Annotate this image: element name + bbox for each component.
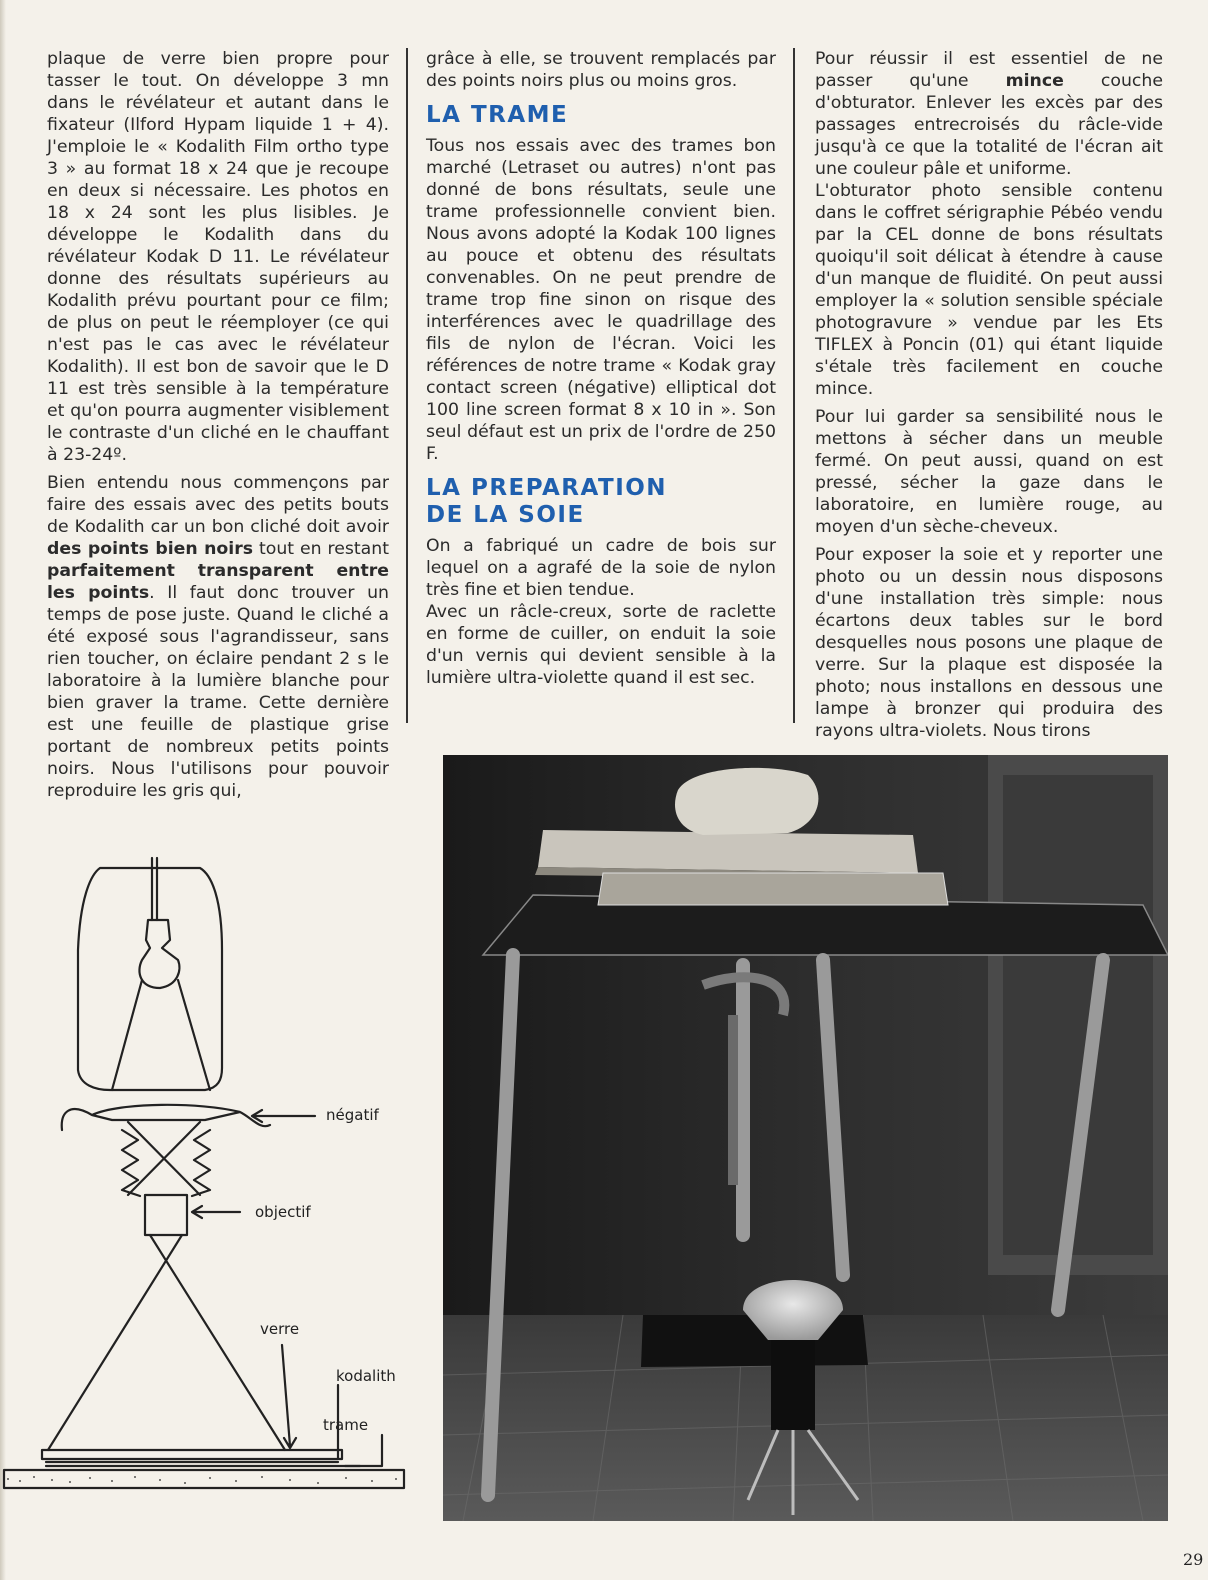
label-kodalith: kodalith <box>336 1367 396 1385</box>
glass-plate <box>42 1450 342 1459</box>
negative-carrier <box>62 1105 270 1130</box>
paragraph: plaque de verre bien propre pour tasser le tout. On développe 3 mn dans le révélateur et autant dans le fixateur (Ilford Hypam liquide 1 + 4). J'emploie le « Kodalith Film ortho type 3 » au format 18 x 24 que je recoupe en deux si nécessaire. Les photos en 18 x 24 sont les plus lisibles. Je développe le Kodalith dans du révélateur Kodak D 11. Le révélateur donne des résultats supérieurs au Kodalith prévu pourtant pour ce film; de plus on peut le réemployer (ce qui n'est pas le cas avec le révélateur Kodalith). Il est bon de savoir que le D 11 est très sensible à la température et qu'on pourra augmenter visiblement le contraste d'un cliché en le chauffant à 23-24º. <box>47 49 389 465</box>
text-column-1 <box>47 48 389 802</box>
paragraph: Bien entendu nous commençons par faire des essais avec des petits bouts de Kodalith car un bon cliché doit avoir des points bien noirs tout en restant parfaitement transparent entre les points. Il faut donc trouver un temps de pose juste. Quand le cliché a été exposé sous l'agrandisseur, sans rien toucher, on éclaire pendant 2 s le laboratoire à la lumière blanche pour bien graver la trame. Cette dernière est une feuille de plastique grise portant de nombreux petits points noirs. Nous l'utilisons pour pouvoir reproduire les gris qui, <box>47 473 389 801</box>
arrow-verre <box>282 1345 296 1448</box>
paragraph: Tous nos essais avec des trames bon marché (Letraset ou autres) n'ont pas donné de bons résultats, seule une trame professionnelle convient bien. Nous avons adopté la Kodak 100 lignes au pouce et obtenu des résultats convenables. On ne peut prendre de trame trop fine sinon on risque des interférences avec le quadrillage des fils de nylon de l'écran. Voici les références de notre trame « Kodak gray contact screen (négative) elliptical dot 100 line screen format 8 x 10 in ». Son seul défaut est un prix de l'ordre de 250 F. <box>426 136 776 464</box>
arrow-negatif <box>252 1110 315 1122</box>
paragraph: Pour exposer la soie et y reporter une photo ou un dessin nous disposons d'une installation très simple: nous écartons deux tables sur le bord desquelles nous posons une plaque de verre. Sur la plaque est disposée la photo; nous installons en dessous une lampe à bronzer qui produira des rayons ultra-violets. Nous tirons <box>815 545 1163 741</box>
projection-rays <box>48 1235 285 1450</box>
paragraph: Avec un râcle-creux, sorte de raclette en forme de cuiller, on enduit la soie d'un vernis qui devient sensible à la lumière ultra-violette quand il est sec. <box>426 602 776 688</box>
page-number: 29 <box>1183 1550 1204 1569</box>
paragraph: L'obturator photo sensible contenu dans le coffret sérigraphie Pébéo vendu par la CEL donne de bons résultats quoiqu'il soit délicat à étendre à cause d'un manque de fluidité. On peut aussi employer la « solution sensible spéciale photogravure » vendue par les Ets TIFLEX à Poncin (01) qui étant liquide s'étale très facilement en couche mince. <box>815 181 1163 399</box>
text-column-3 <box>815 48 1163 742</box>
label-objectif: objectif <box>255 1203 311 1221</box>
emphasis: des points bien noirs <box>47 539 254 559</box>
bellows <box>192 1130 210 1196</box>
emphasis: parfaitement transparent entre les points <box>47 561 389 603</box>
enlarger-diagram <box>0 840 430 1530</box>
label-trame: trame <box>323 1416 369 1434</box>
arrow-trame <box>345 1435 382 1466</box>
section-heading-preparation: LA PREPARATION DE LA SOIE <box>426 475 668 528</box>
paragraph: grâce à elle, se trouvent remplacés par des points noirs plus ou moins gros. <box>426 49 776 91</box>
label-verre: verre <box>260 1320 300 1338</box>
column-divider <box>406 48 408 723</box>
photo-exposure-setup <box>443 755 1168 1521</box>
label-negatif: négatif <box>326 1106 379 1124</box>
paragraph: Pour réussir il est essentiel de ne passer qu'une mince couche d'obturator. Enlever les excès par des passages entrecroisés du râcle-vide jusqu'à ce que la totalité de l'écran ait une couleur pâle et uniforme. <box>815 49 1163 179</box>
paragraph: On a fabriqué un cadre de bois sur lequel on a agrafé de la soie de nylon très fine et bien tendue. <box>426 536 776 600</box>
bulb <box>139 920 179 988</box>
emphasis: mince <box>1005 71 1064 91</box>
arrow-objectif <box>192 1206 240 1218</box>
light-cone <box>112 980 210 1090</box>
paragraph: Pour lui garder sa sensibilité nous le mettons à sécher dans un meuble fermé. On peut aussi, quand on est pressé, sécher la gaze dans le laboratoire, en lumière rouge, au moyen d'un sèche-cheveux. <box>815 407 1163 537</box>
objective-lens <box>145 1195 187 1235</box>
text-column-2 <box>426 48 776 689</box>
column-divider <box>793 48 795 723</box>
section-heading-trame: LA TRAME <box>426 102 569 128</box>
baseboard <box>4 1470 404 1488</box>
